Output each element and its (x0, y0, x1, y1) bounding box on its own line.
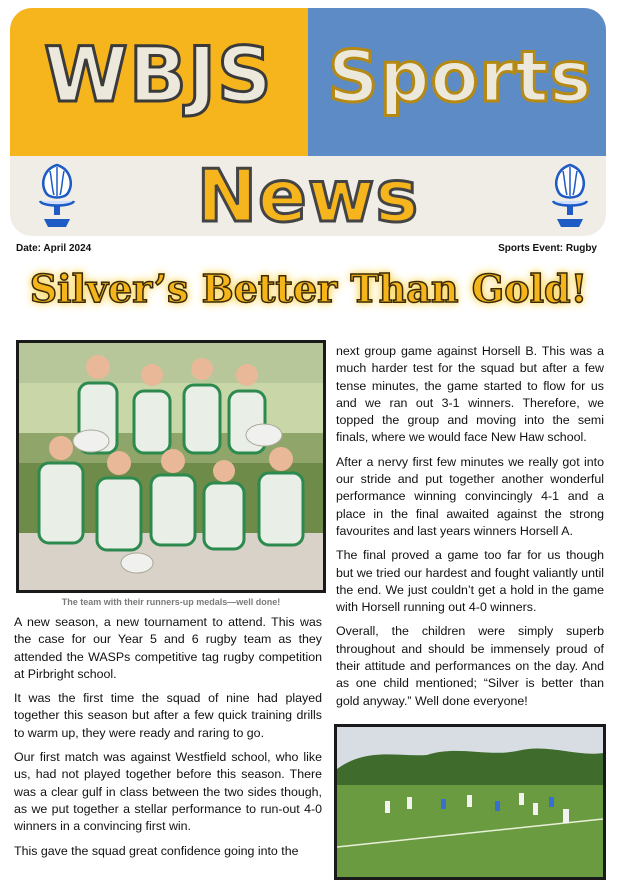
paragraph: Our first match was against Westfield school, who like us, had not played together before this season. There was a clear gulf in class between the two sides though, as we put together a stellar performance to run-out 4-0 winners in a convincing first win. (14, 750, 322, 834)
article-left-column (14, 614, 322, 867)
masthead-title-wbjs: WBJS (44, 30, 273, 119)
photo-caption: The team with their runners-up medals—well done! (61, 597, 281, 607)
paragraph: Overall, the children were simply superb throughout and should be immensely proud of their attitude and performances on the day. And as one child mentioned; “Silver is better than gold anyway.” Well done everyone! (336, 624, 604, 708)
masthead (10, 8, 606, 236)
team-photo (16, 340, 326, 593)
paragraph: This gave the squad great confidence going into the (14, 843, 299, 858)
masthead-title-news: News (196, 154, 420, 236)
article-right-column (336, 343, 604, 717)
masthead-title-sports: Sports (328, 36, 593, 118)
sports-event: Sports Event: Rugby (498, 243, 597, 254)
paragraph: A new season, a new tournament to attend. This was the case for our Year 5 and 6 rugby team as they attended the WASPs competitive tag rugby competition at Pirbright school. (14, 615, 322, 681)
paragraph: It was the first time the squad of nine had played together this season but after a few quick training drills to warm up, they were ready and raring to go. (14, 691, 322, 740)
paragraph: After a nervy first few minutes we really got into our stride and put together another wonderful performance winning convincingly 4-1 and a place in the final awaited against the strong favourites and last years winners Horsell A. (336, 454, 604, 538)
trophy-icon-left (32, 161, 82, 231)
trophy-icon-right (545, 161, 595, 231)
match-photo (334, 724, 606, 880)
paragraph: The final proved a game too far for us though but we tried our hardest and fought valiantly until the end. We just couldn’t get a hold in the game with Horsell running out 4-0 winners. (336, 548, 604, 615)
issue-date: Date: April 2024 (16, 243, 92, 254)
headline: Silver’s Better Than Gold! (29, 266, 588, 311)
paragraph: next group game against Horsell B. This was a much harder test for the squad but after a few tense minutes, the game started to flow for us and we ran out 3-1 winners. Therefore, we topped the group and moving into the semi finals, where we would face New Haw school. (336, 344, 604, 445)
